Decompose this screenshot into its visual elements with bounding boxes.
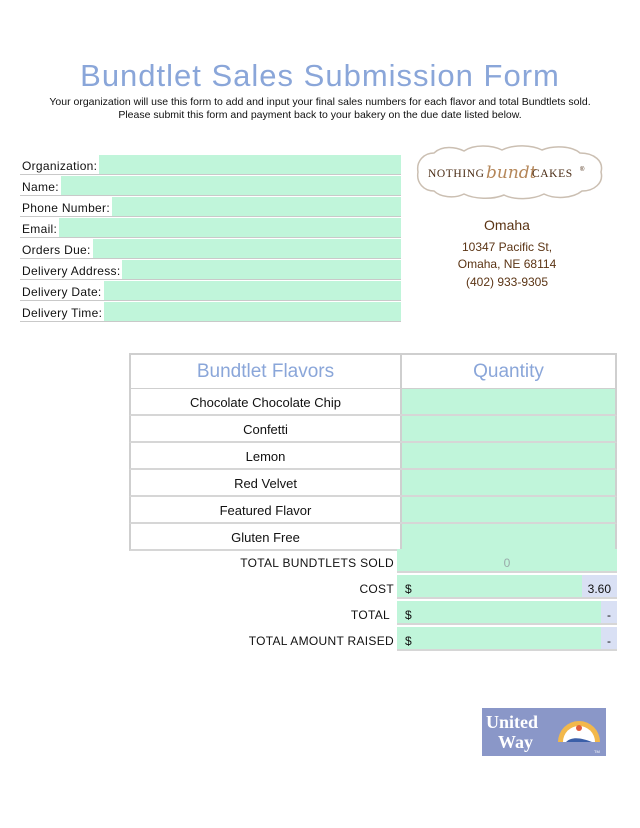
flavor-name: Red Velvet (131, 470, 402, 495)
logo-registered-mark: ® (580, 167, 585, 173)
delivery-address-field[interactable] (122, 260, 401, 279)
bakery-phone: (402) 933-9305 (465, 275, 549, 289)
name-field[interactable] (61, 176, 401, 195)
delivery-time-label: Delivery Time: (22, 306, 103, 320)
flavor-name: Featured Flavor (131, 497, 402, 522)
logo-text-bundt: bundt (486, 163, 537, 183)
total-sold-cell (397, 549, 617, 573)
quantity-input[interactable] (402, 443, 615, 468)
delivery-date-label: Delivery Date: (22, 285, 102, 299)
united-way-text-united: United (486, 712, 539, 732)
united-way-person-icon (576, 725, 582, 731)
united-way-trademark: TM (594, 749, 600, 754)
orders-due-row (20, 238, 401, 259)
organization-info-section (20, 154, 401, 322)
total-cell (397, 601, 617, 625)
orders-due-field[interactable] (93, 239, 401, 258)
form-instructions-line-2: Please submit this form and payment back to your bakery on the due date listed below. (118, 109, 522, 121)
flavors-column-header: Bundtlet Flavors (131, 355, 402, 388)
cost-cell (397, 575, 617, 599)
delivery-address-row (20, 259, 401, 280)
form-instructions-line-1: Your organization will use this form to add and input your final sales numbers for each flavor and total Bundtlets sold. (49, 96, 591, 108)
total-raised-label: TOTAL AMOUNT RAISED (248, 634, 394, 648)
total-sold-row (129, 549, 617, 573)
flavor-name: Gluten Free (131, 524, 402, 549)
total-raised-currency: $ (405, 634, 412, 648)
table-row (129, 524, 617, 551)
cost-currency: $ (405, 582, 412, 596)
bakery-location-name: Omaha (484, 217, 530, 233)
logo-text-cakes: CAKES (532, 168, 573, 180)
flavor-name: Confetti (131, 416, 402, 441)
total-raised-cell (397, 627, 617, 651)
table-header (129, 353, 617, 389)
phone-label: Phone Number: (22, 201, 110, 215)
form-title: Bundtlet Sales Submission Form (80, 58, 560, 93)
total-row (129, 601, 617, 625)
email-label: Email: (22, 222, 58, 236)
phone-field[interactable] (112, 197, 401, 216)
table-row (129, 389, 617, 416)
bakery-address-line-2: Omaha, NE 68114 (457, 257, 557, 271)
table-row (129, 443, 617, 470)
cost-row (129, 575, 617, 599)
organization-field[interactable] (99, 155, 401, 174)
organization-label: Organization: (22, 159, 98, 173)
united-way-logo (482, 708, 606, 756)
cost-value: 3.60 (582, 575, 617, 597)
name-label: Name: (22, 180, 59, 194)
organization-row (20, 154, 401, 175)
flavor-quantity-table (129, 353, 617, 551)
phone-row (20, 196, 401, 217)
delivery-time-field[interactable] (104, 302, 401, 321)
name-row (20, 175, 401, 196)
quantity-column-header: Quantity (473, 361, 544, 382)
bakery-address-line-1: 10347 Pacific St, (461, 240, 553, 254)
total-sold-value: 0 (503, 556, 511, 570)
flavor-name: Lemon (131, 443, 402, 468)
delivery-time-row (20, 301, 401, 322)
delivery-date-field[interactable] (104, 281, 401, 300)
email-row (20, 217, 401, 238)
quantity-input[interactable] (402, 389, 615, 414)
total-sold-label: TOTAL BUNDTLETS SOLD (240, 556, 394, 570)
total-label: TOTAL (350, 608, 390, 622)
logo-text-nothing: NOTHING (428, 168, 485, 180)
table-row (129, 416, 617, 443)
total-currency: $ (405, 608, 412, 622)
delivery-address-label: Delivery Address: (22, 264, 121, 278)
delivery-date-row (20, 280, 401, 301)
total-raised-row (129, 627, 617, 651)
quantity-input[interactable] (402, 416, 615, 441)
united-way-text-way: Way (498, 732, 534, 752)
nothing-bundt-cakes-logo (412, 141, 607, 203)
quantity-input[interactable] (402, 497, 615, 522)
cost-label: COST (359, 582, 394, 596)
total-raised-value: - (601, 627, 617, 649)
table-row (129, 470, 617, 497)
table-row (129, 497, 617, 524)
orders-due-label: Orders Due: (22, 243, 91, 257)
flavor-name: Chocolate Chocolate Chip (131, 389, 402, 414)
quantity-input[interactable] (402, 470, 615, 495)
total-value: - (601, 601, 617, 623)
quantity-input[interactable] (402, 524, 615, 549)
email-field[interactable] (59, 218, 401, 237)
